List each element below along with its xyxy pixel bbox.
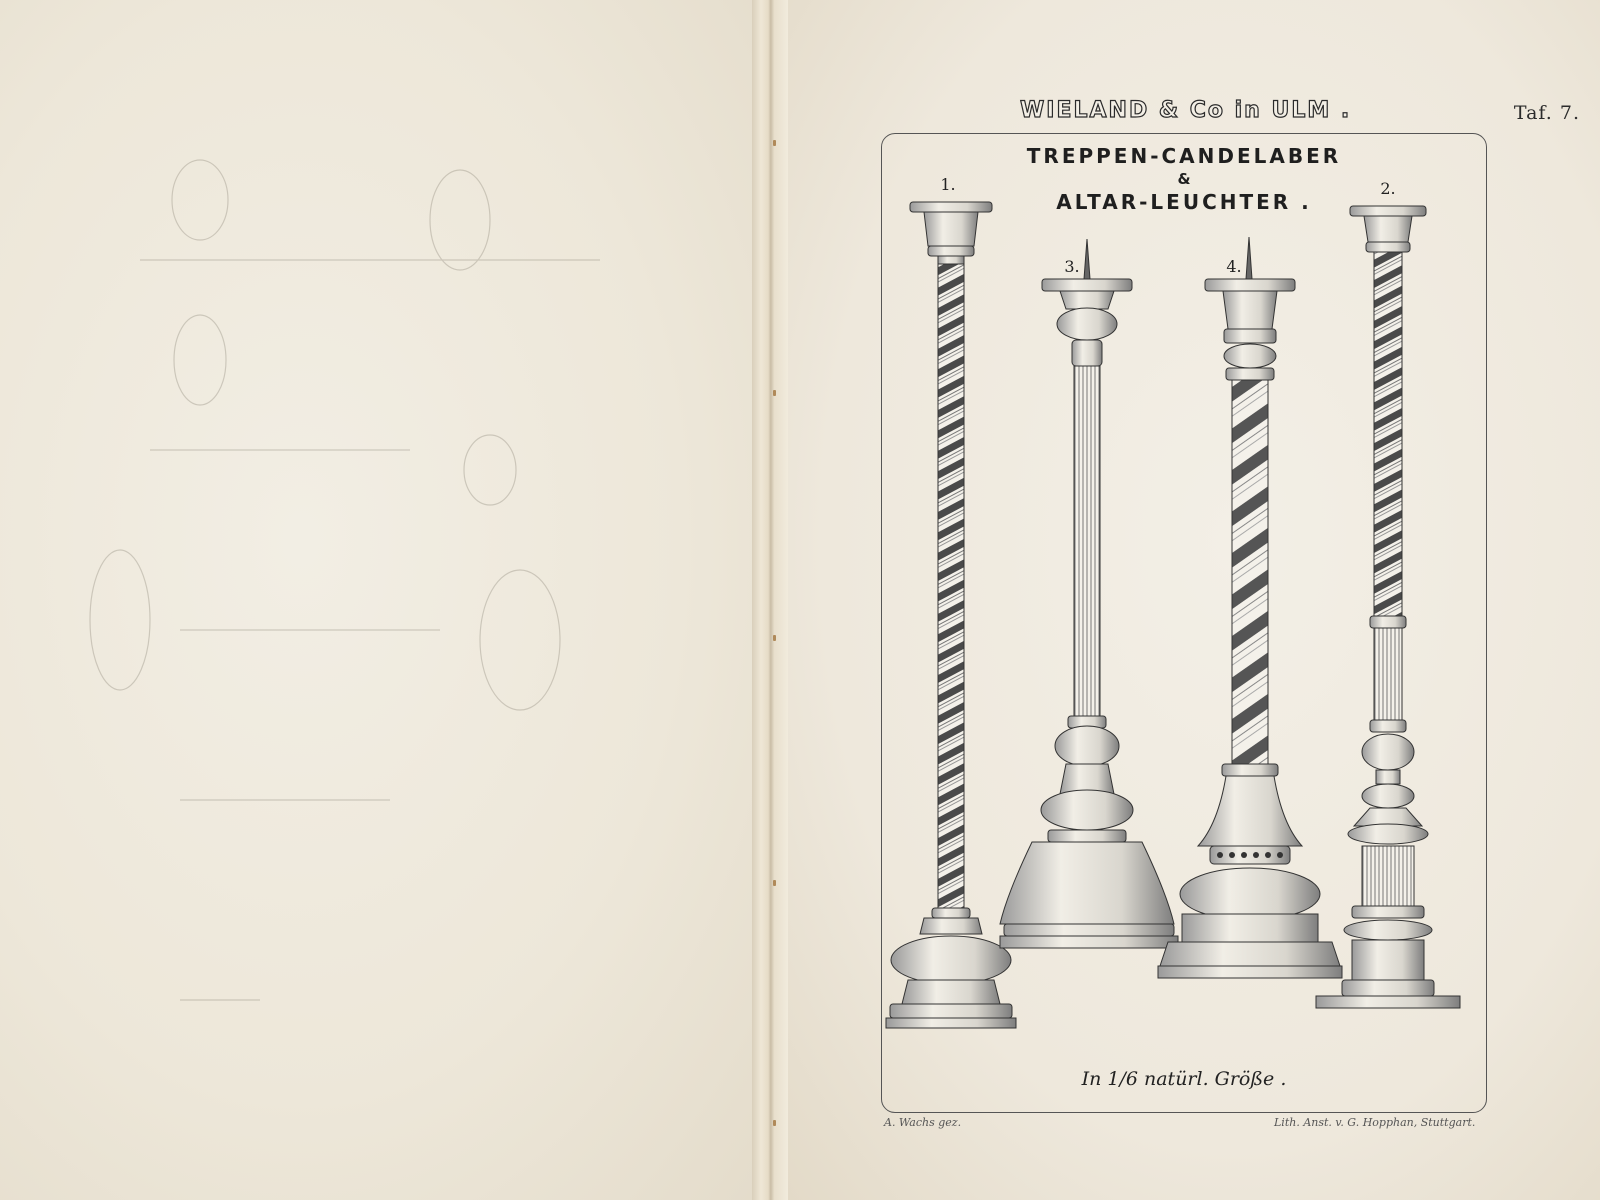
figure-label-3: 3. <box>1064 257 1080 276</box>
scale-note: In 1/6 natürl. Größe . <box>1081 1068 1287 1090</box>
plate-header <box>1020 98 1580 134</box>
title-ampersand: & <box>1177 170 1191 188</box>
figure-2-candelabrum <box>1316 206 1460 1008</box>
publisher-name: WIELAND & Co in ULM . <box>1020 98 1352 123</box>
show-through-shadow <box>60 100 660 1080</box>
binding-stitch <box>773 635 776 641</box>
binding-stitch <box>773 1120 776 1126</box>
binding-stitch <box>773 880 776 886</box>
figure-4-candlestick <box>1158 237 1342 978</box>
figure-label-4: 4. <box>1226 257 1242 276</box>
plate-number: Taf. 7. <box>1513 102 1580 124</box>
binding-stitch <box>773 390 776 396</box>
book-spine <box>752 0 788 1200</box>
title-line-1: TREPPEN-CANDELABER <box>1026 144 1342 168</box>
figure-3-candlestick <box>1000 239 1178 948</box>
right-page <box>788 0 1600 1200</box>
figure-label-1: 1. <box>940 175 956 194</box>
artist-credit: A. Wachs gez. <box>884 1116 962 1129</box>
lithographer-credit: Lith. Anst. v. G. Hopphan, Stuttgart. <box>1274 1116 1476 1129</box>
figure-1-candelabrum <box>886 202 1016 1028</box>
binding-stitch <box>773 140 776 146</box>
candelabra-illustration <box>882 134 1488 1114</box>
plate-frame <box>881 133 1487 1113</box>
figure-label-2: 2. <box>1380 179 1396 198</box>
title-line-2: ALTAR-LEUCHTER . <box>1056 190 1312 214</box>
left-page <box>0 0 752 1200</box>
